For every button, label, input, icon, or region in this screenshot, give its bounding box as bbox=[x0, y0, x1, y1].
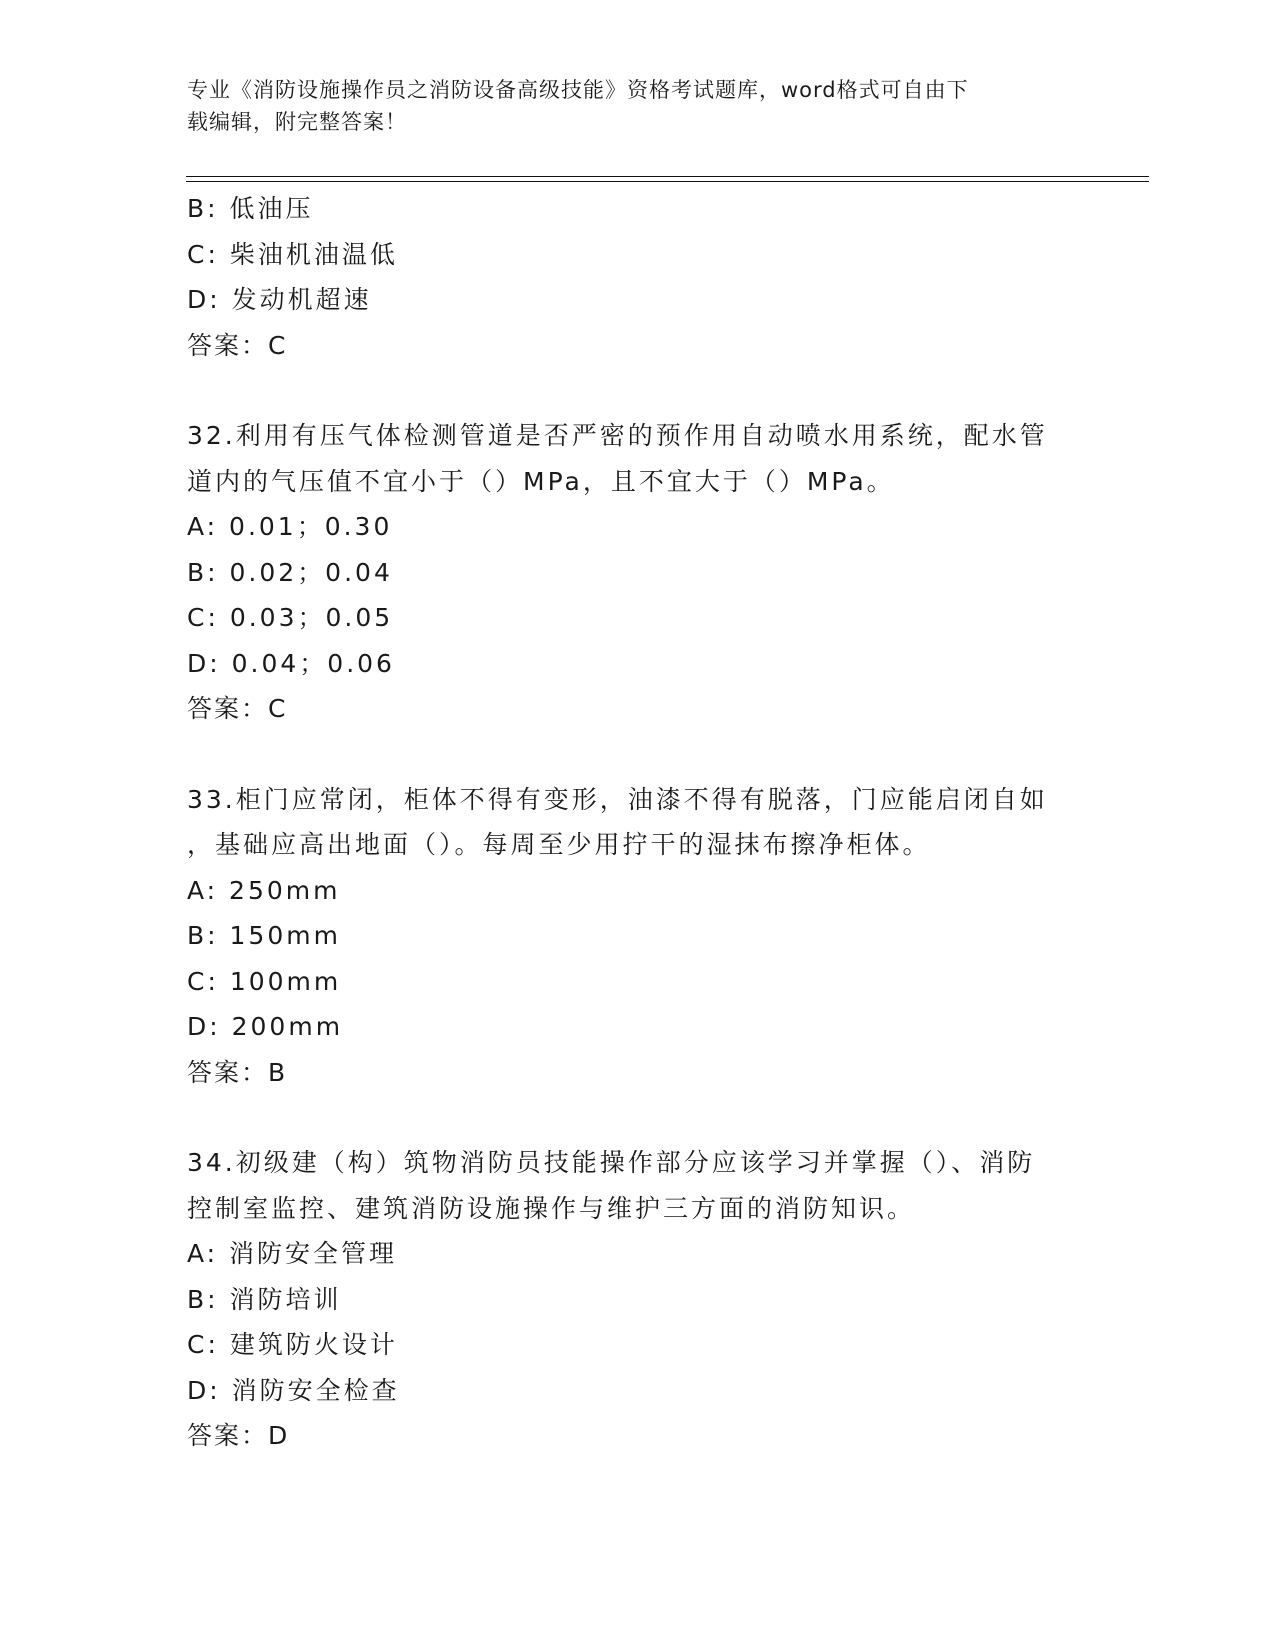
header-divider-top bbox=[186, 176, 1149, 177]
question-text-line: 道内的气压值不宜小于（）MPa，且不宜大于（）MPa。 bbox=[187, 466, 895, 496]
option-d: D: 发动机超速 bbox=[187, 285, 372, 314]
option-b: B: 低油压 bbox=[187, 194, 314, 223]
question-text-line: 控制室监控、建筑消防设施操作与维护三方面的消防知识。 bbox=[187, 1193, 916, 1223]
option-d: D: 200mm bbox=[187, 1012, 344, 1041]
header-line-2: 载编辑，附完整答案！ bbox=[187, 110, 407, 134]
question-text-line: ，基础应高出地面（）。每周至少用拧干的湿抹布擦净柜体。 bbox=[187, 830, 931, 859]
document-header bbox=[187, 74, 1067, 138]
question-text bbox=[187, 1140, 1087, 1231]
option-b: B: 消防培训 bbox=[187, 1284, 342, 1314]
option-a: A: 250mm bbox=[187, 875, 341, 905]
option-c: C: 建筑防火设计 bbox=[187, 1330, 398, 1359]
option-d: D: 消防安全检查 bbox=[187, 1375, 400, 1405]
question-text-line: 34.初级建（构）筑物消防员技能操作部分应该学习并掌握（）、消防 bbox=[187, 1148, 1036, 1177]
option-a: A: 0.01；0.30 bbox=[187, 512, 393, 541]
question-block-31 bbox=[187, 186, 1087, 368]
block-spacer bbox=[187, 368, 1087, 413]
option-d: D: 0.04；0.06 bbox=[187, 648, 395, 678]
question-block-33 bbox=[187, 777, 1087, 1096]
option-a: A: 消防安全管理 bbox=[187, 1239, 398, 1268]
answer-label: 答案：D bbox=[187, 1421, 290, 1450]
question-text bbox=[187, 777, 1087, 868]
answer-label: 答案：B bbox=[187, 1057, 288, 1087]
answer-label: 答案：C bbox=[187, 694, 288, 723]
option-c: C: 100mm bbox=[187, 966, 342, 996]
question-text-line: 32.利用有压气体检测管道是否严密的预作用自动喷水用系统，配水管 bbox=[187, 421, 1048, 450]
question-list bbox=[187, 186, 1087, 1459]
question-block-34 bbox=[187, 1140, 1087, 1459]
option-b: B: 0.02；0.04 bbox=[187, 557, 393, 587]
header-divider-bottom bbox=[186, 181, 1149, 182]
question-text bbox=[187, 413, 1087, 504]
block-spacer bbox=[187, 732, 1087, 777]
header-line-1: 专业《消防设施操作员之消防设备高级技能》资格考试题库，word格式可自由下 bbox=[187, 78, 969, 102]
block-spacer bbox=[187, 1095, 1087, 1140]
option-b: B: 150mm bbox=[187, 921, 341, 950]
answer-label: 答案：C bbox=[187, 330, 288, 360]
question-text-line: 33.柜门应常闭，柜体不得有变形，油漆不得有脱落，门应能启闭自如 bbox=[187, 784, 1048, 814]
option-c: C: 0.03；0.05 bbox=[187, 603, 394, 632]
option-c: C: 柴油机油温低 bbox=[187, 239, 398, 269]
question-block-32 bbox=[187, 413, 1087, 732]
